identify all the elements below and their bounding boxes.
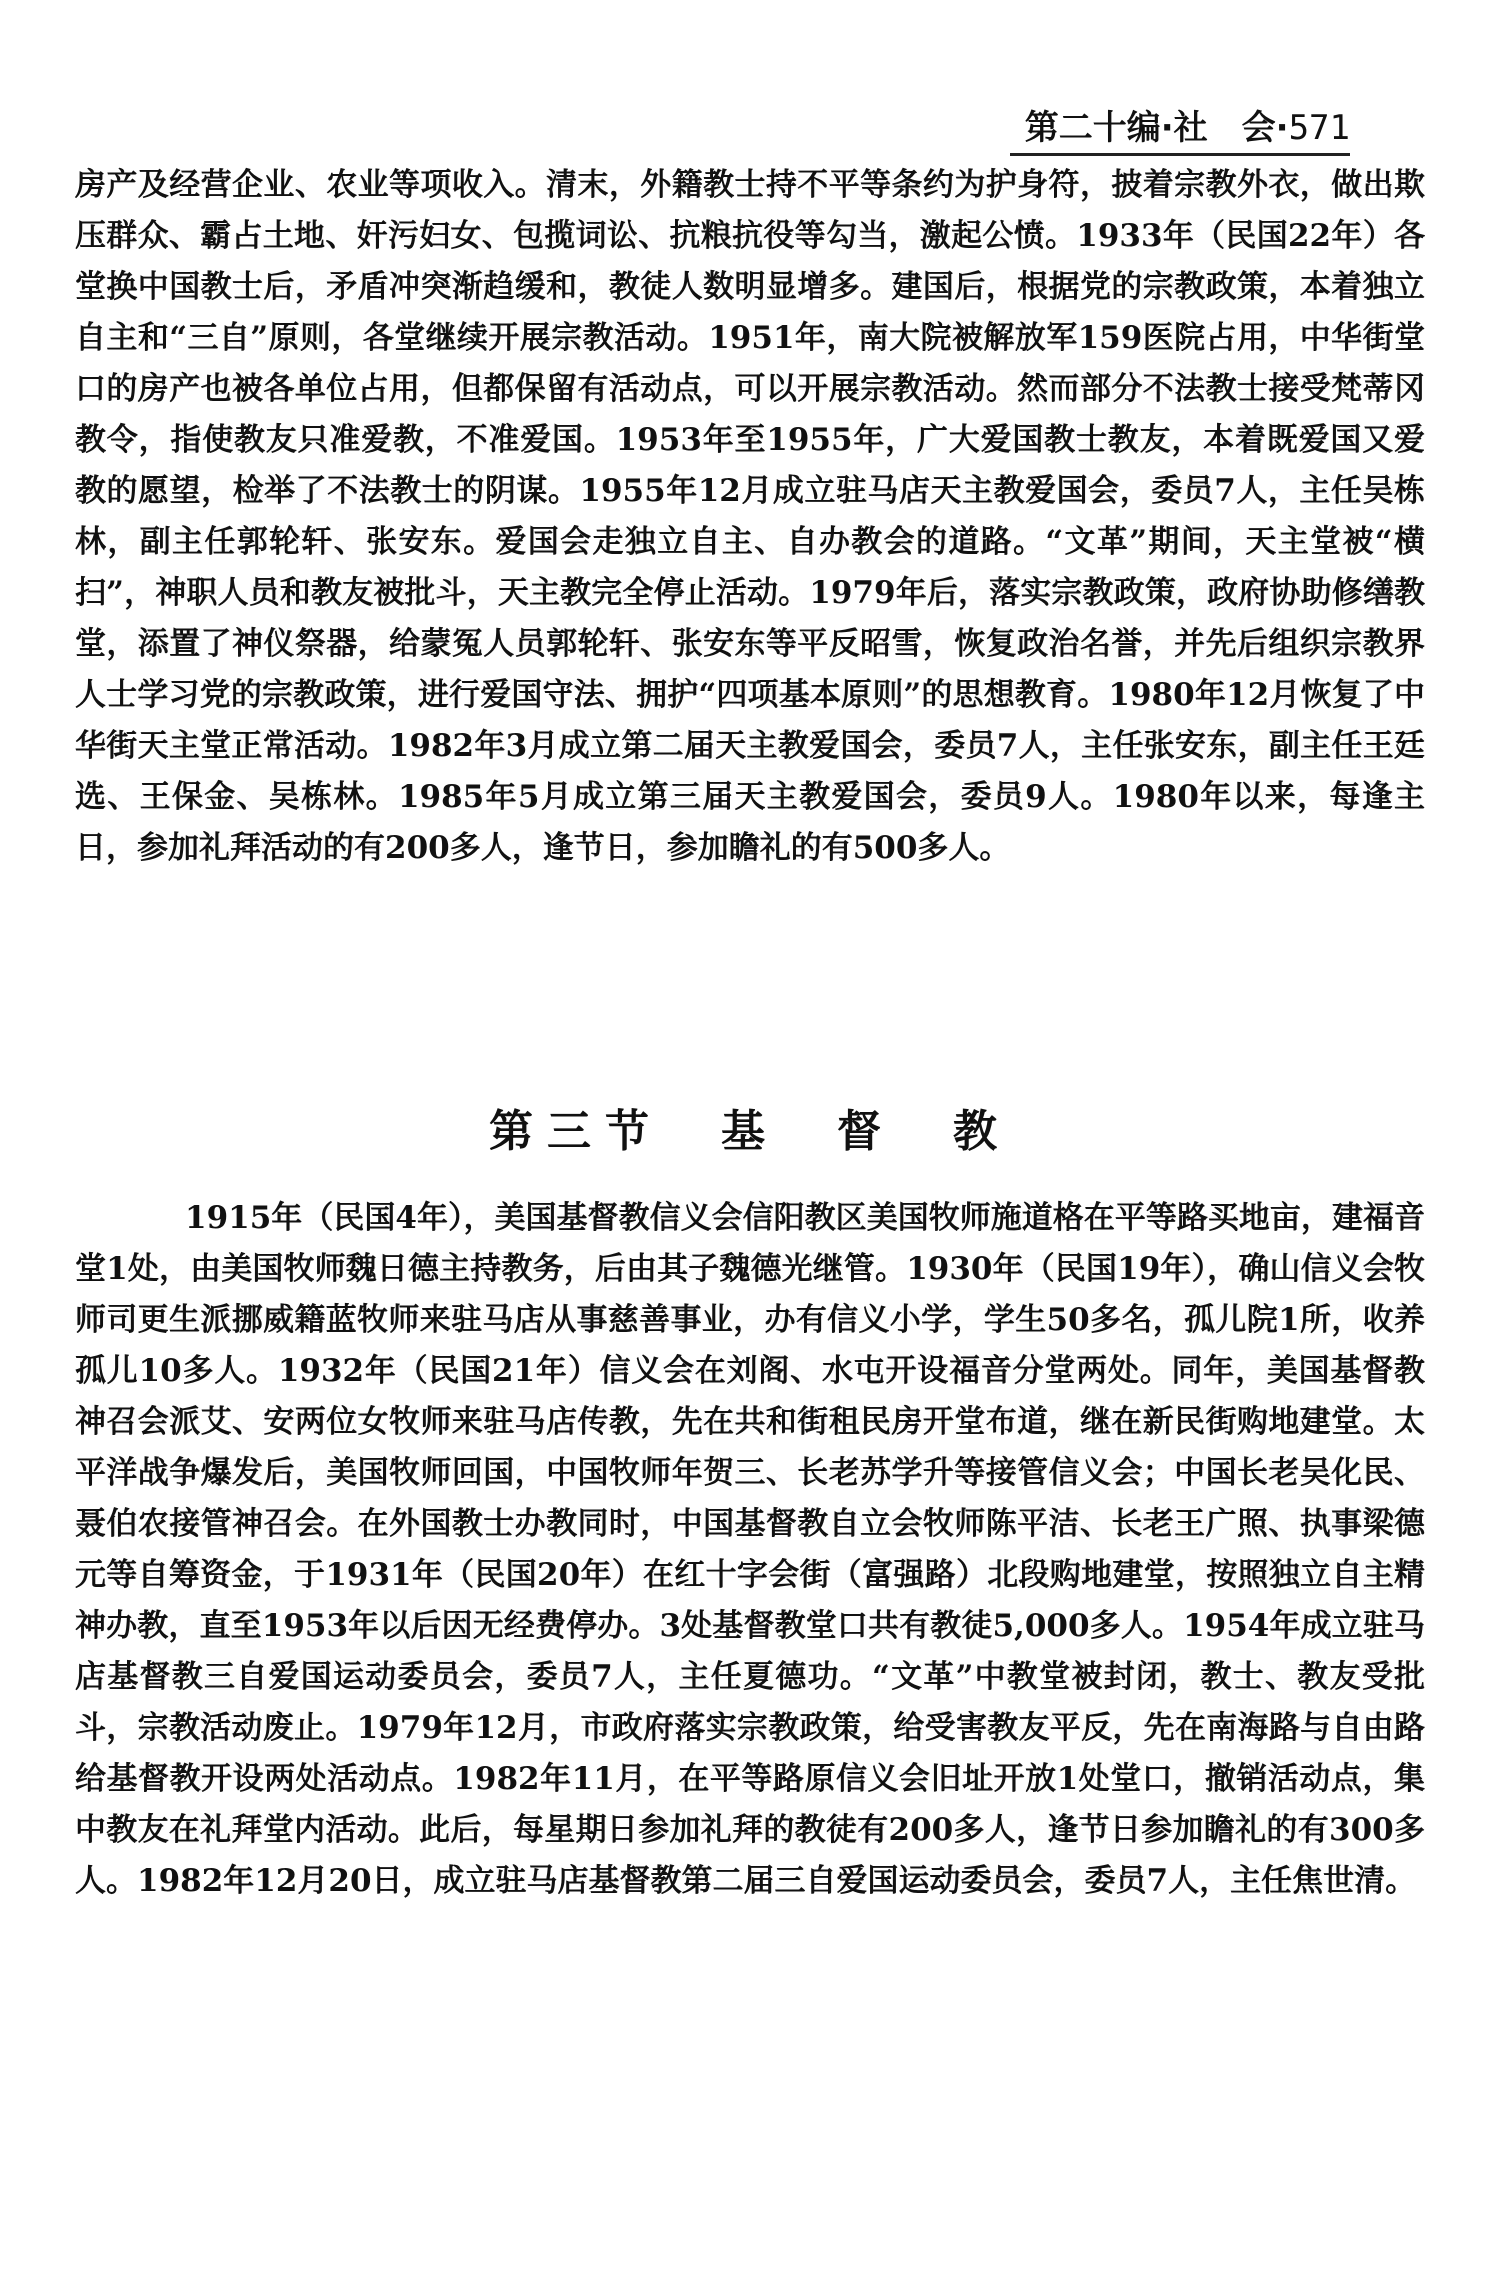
paragraph-christianity: 1915年（民国4年），美国基督教信义会信阳教区美国牧师施道格在平等路买地亩，建福音堂1处，由美国牧师魏日德主持教务，后由其子魏德光继管。1930年（民国19年），确山信义会牧师司更生派挪威籍蓝牧师来驻马店从事慈善事业，办有信义小学，学生50多名，孤儿院1所，收养孤儿10多人。1932年（民国21年）信义会在刘阁、水屯开设福音分堂两处。同年，美国基督教神召会派艾、安两位女牧师来驻马店传教，先在共和街租民房开堂布道，继在新民街购地建堂。太平洋战争爆发后，美国牧师回国，中国牧师年贺三、长老苏学升等接管信义会；中国长老吴化民、聂伯农接管神召会。在外国教士办教同时，中国基督教自立会牧师陈平洁、长老王广照、执事梁德元等自筹资金，于1931年（民国20年）在红十字会街（富强路）北段购地建堂，按照独立自主精神办教，直至1953年以后因无经费停办。3处基督教堂口共有教徒5,000多人。1954年成立驻马店基督教三自爱国运动委员会，委员7人，主任夏德功。“文革”中教堂被封闭，教士、教友受批斗，宗教活动废止。1979年12月，市政府落实宗教政策，给受害教友平反，先在南海路与自由路给基督教开设两处活动点。1982年11月，在平等路原信义会旧址开放1处堂口，撤销活动点，集中教友在礼拜堂内活动。此后，每星期日参加礼拜的教徒有200多人，逢节日参加瞻礼的有300多人。1982年12月20日，成立驻马店基督教第二届三自爱国运动委员会，委员7人，主任焦世清。 xyxy=(75,1200,1425,1899)
paragraph-catholic-continued: 房产及经营企业、农业等项收入。清末，外籍教士持不平等条约为护身符，披着宗教外衣，做出欺压群众、霸占土地、奸污妇女、包揽词讼、抗粮抗役等勾当，激起公愤。1933年（民国22年）各堂换中国教士后，矛盾冲突渐趋缓和，教徒人数明显增多。建国后，根据党的宗教政策，本着独立自主和“三自”原则，各堂继续开展宗教活动。1951年，南大院被解放军159医院占用，中华街堂口的房产也被各单位占用，但都保留有活动点，可以开展宗教活动。然而部分不法教士接受梵蒂冈教令，指使教友只准爱教，不准爱国。1953年至1955年，广大爱国教士教友，本着既爱国又爱教的愿望，检举了不法教士的阴谋。1955年12月成立驻马店天主教爱国会，委员7人，主任吴栋林，副主任郭轮轩、张安东。爱国会走独立自主、自办教会的道路。“文革”期间，天主堂被“横扫”，神职人员和教友被批斗，天主教完全停止活动。1979年后，落实宗教政策，政府协助修缮教堂，添置了神仪祭器，给蒙冤人员郭轮轩、张安东等平反昭雪，恢复政治名誉，并先后组织宗教界人士学习党的宗教政策，进行爱国守法、拥护“四项基本原则”的思想教育。1980年12月恢复了中华街天主堂正常活动。1982年3月成立第二届天主教爱国会，委员7人，主任张安东，副主任王廷选、王保金、吴栋林。1985年5月成立第三届天主教爱国会，委员9人。1980年以来，每逢主日，参加礼拜活动的有200多人，逢节日，参加瞻礼的有500多人。 xyxy=(75,167,1425,866)
chapter-label: 第二十编·社 会· xyxy=(1024,108,1289,148)
page-number: 571 xyxy=(1288,108,1350,148)
section-title: 第三节 基 督 教 xyxy=(489,1106,1011,1157)
running-header xyxy=(1010,100,1350,156)
